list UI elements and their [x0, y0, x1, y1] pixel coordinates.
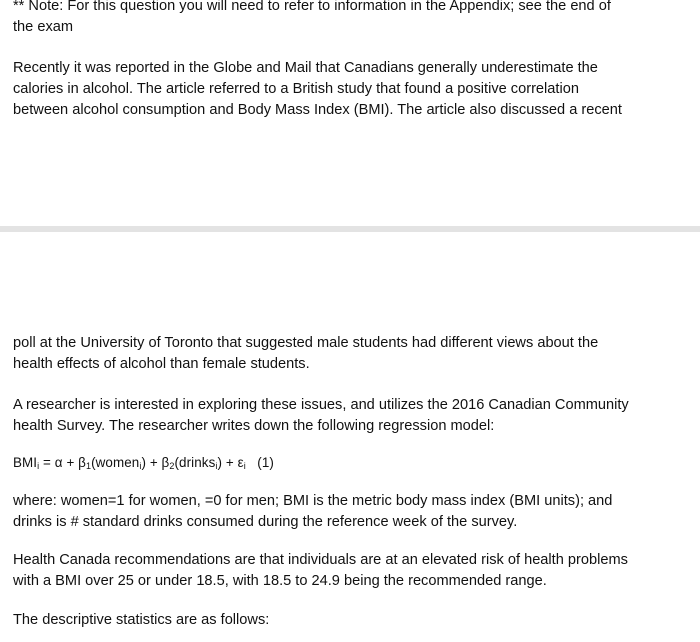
equation-lhs: BMI	[13, 455, 38, 470]
equation-women-subscript-i: i	[139, 461, 142, 471]
equation-subscript-1: 1	[85, 461, 92, 471]
equation-subscript-2: 2	[169, 461, 175, 471]
equation-alpha-beta1: = α + β	[39, 455, 86, 470]
descriptive-statistics-intro: The descriptive statistics are as follows:	[13, 612, 270, 628]
equation-women-term: (women	[91, 455, 140, 470]
equation-subscript-i: i	[37, 461, 40, 471]
appendix-note	[13, 0, 688, 38]
document-page-bottom	[0, 232, 700, 642]
equation-number-label: (1)	[245, 455, 274, 470]
intro-continued-paragraph	[13, 333, 688, 375]
appendix-note-line-2: the exam	[13, 19, 74, 35]
intro-line-2: calories in alcohol. The article referred to a British study that found a positive correlation	[13, 81, 579, 97]
equation-error-term: ) + ε	[217, 455, 244, 470]
variable-definitions-paragraph	[13, 491, 688, 533]
researcher-paragraph	[13, 395, 688, 437]
appendix-note-line-1: ** Note: For this question you will need to refer to information in the Appendix; see the end of	[13, 0, 611, 14]
where-line-2: drinks is # standard drinks consumed during the reference week of the survey.	[13, 514, 518, 530]
equation-drinks-subscript-i: i	[215, 461, 218, 471]
document-page-top	[0, 0, 700, 226]
where-line-1: where: women=1 for women, =0 for men; BMI is the metric body mass index (BMI units); and	[13, 493, 613, 509]
regression-equation	[13, 452, 688, 473]
researcher-line-1: A researcher is interested in exploring these issues, and utilizes the 2016 Canadian Community	[13, 397, 629, 413]
intro-continued-line-1: poll at the University of Toronto that suggested male students had different views about the	[13, 335, 599, 351]
intro-paragraph	[13, 58, 688, 121]
equation-drinks-term: (drinks	[174, 455, 216, 470]
health-canada-paragraph	[13, 550, 688, 592]
researcher-line-2: health Survey. The researcher writes down the following regression model:	[13, 418, 495, 434]
intro-line-3: between alcohol consumption and Body Mass Index (BMI). The article also discussed a recent	[13, 102, 622, 118]
health-canada-line-2: with a BMI over 25 or under 18.5, with 18.5 to 24.9 being the recommended range.	[13, 573, 547, 589]
intro-continued-line-2: health effects of alcohol than female students.	[13, 356, 310, 372]
health-canada-line-1: Health Canada recommendations are that individuals are at an elevated risk of health problems	[13, 552, 628, 568]
equation-beta2: ) + β	[141, 455, 170, 470]
intro-line-1: Recently it was reported in the Globe and Mail that Canadians generally underestimate the	[13, 60, 598, 76]
equation-error-subscript-i: i	[243, 461, 246, 471]
